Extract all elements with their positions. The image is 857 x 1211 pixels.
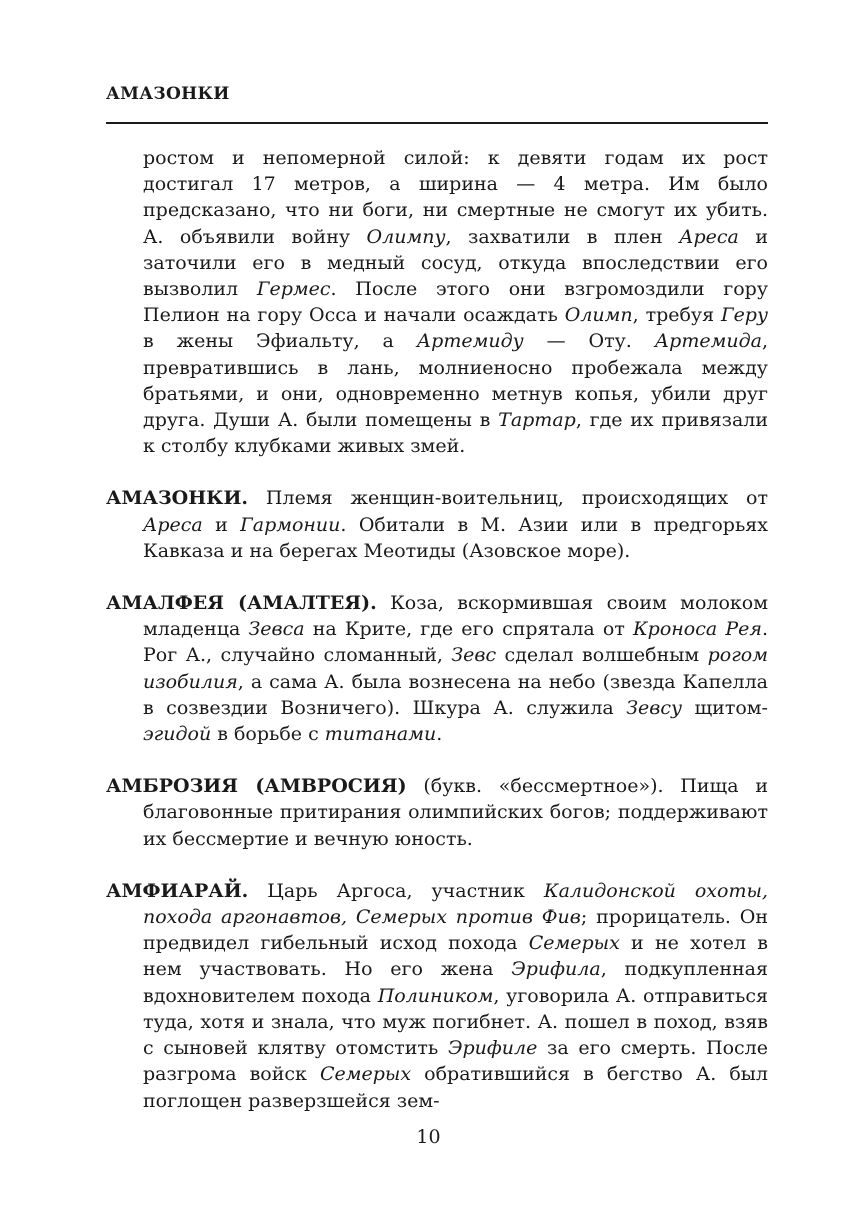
cross-reference: Артемиду xyxy=(416,330,524,353)
entry-headword: АМБРОЗИЯ (АМВРОСИЯ) xyxy=(106,775,407,798)
cross-reference: Зевса xyxy=(248,618,305,641)
entry-headword: АМАЗОНКИ. xyxy=(106,487,249,510)
cross-reference: Эрифила xyxy=(511,958,601,981)
cross-reference: Полиником xyxy=(377,984,494,1007)
running-head: АМАЗОНКИ xyxy=(106,84,230,104)
cross-reference: Ареса xyxy=(143,513,203,536)
cross-reference: Зевсу xyxy=(626,696,683,719)
page-number: 10 xyxy=(416,1126,441,1148)
cross-reference: Артемида xyxy=(654,330,762,353)
cross-reference: Семерых xyxy=(319,1063,412,1086)
cross-reference: Калидонской охоты, похода аргонавтов, Семерых против Фив xyxy=(143,879,768,929)
entry-ambroziya: АМБРОЗИЯ (АМВРОСИЯ) (букв. «бессмертное»). Пища и благовонные притирания олимпийских богов; поддерживают их бессмертие и вечную юность. xyxy=(106,775,768,850)
cross-reference: Эрифиле xyxy=(447,1037,538,1060)
entry-amazonki: АМАЗОНКИ. Племя женщин-воительниц, происходящих от Ареса и Гармонии. Обитали в М. Азии или в предгорьях Кавказа и на берегах Меотиды (Азовское море). xyxy=(106,487,768,562)
cross-reference: рогом изобилия xyxy=(143,644,768,693)
header-rule xyxy=(106,122,768,124)
entry-aloads-continuation: ростом и непомерной силой: к девяти годам их рост достигал 17 метров, а ширина — 4 метра. Им было предсказано, что ни боги, ни смертные не смогут их убить. А. объявили войну Олимпу, захватили в плен Ареса и заточили его в медный сосуд, откуда впоследствии его вызволил Гермес. После этого они взгромоздили гору Пелион на гору Осса и начали осаждать Олимп, требуя Геру в жены Эфиальту, а Артемиду — Оту. Артемида, превратившись в лань, молниеносно пробежала между братьями, и они, одновременно метнув копья, убили друг друга. Души А. были помещены в Тартар, где их привязали к столбу клубками живых змей. xyxy=(143,147,769,458)
cross-reference: эгидой xyxy=(143,723,212,746)
entry-amfiaray: АМФИАРАЙ. Царь Аргоса, участник Калидонской охоты, похода аргонавтов, Семерых против Фив; прорицатель. Он предвидел гибельный исход похода Семерых и не хотел в нем участвовать. Но его жена Эрифила, подкупленная вдохновителем похода Полиником, уговорила А. отправиться туда, хотя и знала, что муж погибнет. А. пошел в поход, взяв с сыновей клятву отомстить Эрифиле за его смерть. После разгрома войск Семерых обратившийся в бегство А. был поглощен разверзшейся зем- xyxy=(106,879,769,1112)
cross-reference: Олимпу xyxy=(366,225,446,248)
cross-reference: Олимп xyxy=(564,304,633,327)
cross-reference: Кроноса Рея xyxy=(632,618,762,641)
cross-reference: Геру xyxy=(720,304,768,327)
entry-headword: АМАЛФЕЯ (АМАЛТЕЯ). xyxy=(106,592,377,615)
cross-reference: Тартар xyxy=(498,409,576,432)
cross-reference: Гармонии xyxy=(240,513,341,536)
cross-reference: титанами xyxy=(324,723,437,746)
cross-reference: Семерых xyxy=(528,932,620,955)
cross-reference: Ареса xyxy=(679,225,739,248)
entry-amalfeya: АМАЛФЕЯ (АМАЛТЕЯ). Коза, вскормившая своим молоком младенца Зевса на Крите, где его спрятала от Кроноса Рея. Рог А., случайно сломанный, Зевс сделал волшебным рогом изобилия, а сама А. была вознесена на небо (звезда Капелла в созвездии Возничего). Шкура А. служила Зевсу щитом-эгидой в борьбе с титанами. xyxy=(106,592,768,746)
entry-headword: АМФИАРАЙ. xyxy=(106,879,249,902)
cross-reference: Гермес xyxy=(256,278,331,301)
dictionary-column xyxy=(106,145,768,1114)
cross-reference: Зевс xyxy=(451,644,497,667)
